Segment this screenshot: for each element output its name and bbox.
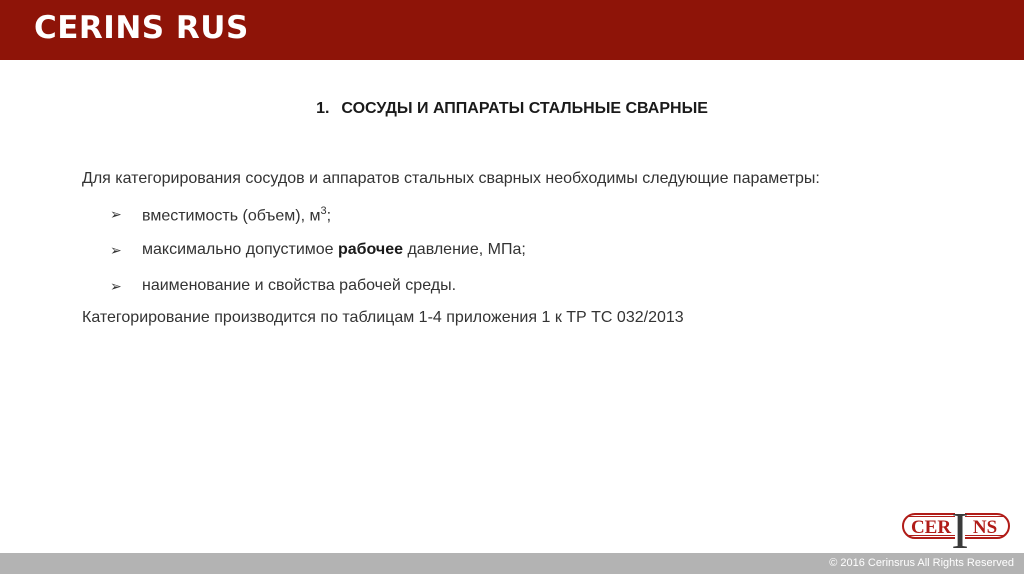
copyright-text: © 2016 Cerinsrus All Rights Reserved [829, 557, 1014, 569]
list-item-text: максимально допустимое рабочее давление, МПа; [142, 241, 526, 258]
arrow-bullet-icon: ➢ [110, 242, 122, 258]
section-title: СОСУДЫ И АППАРАТЫ СТАЛЬНЫЕ СВАРНЫЕ [341, 100, 708, 117]
arrow-bullet-icon: ➢ [110, 278, 122, 294]
svg-text:CER: CER [910, 517, 952, 538]
list-item-text: наименование и свойства рабочей среды. [142, 277, 457, 294]
section-number: 1. [316, 100, 330, 117]
header-title: CERINS RUS [34, 10, 249, 46]
arrow-bullet-icon: ➢ [110, 206, 122, 222]
cerins-logo [901, 500, 1013, 552]
footer-bar [0, 553, 1024, 574]
header-bar [0, 0, 1024, 60]
svg-text:NS: NS [972, 517, 998, 538]
svg-text:I: I [951, 503, 969, 552]
conclusion-text: Категорирование производится по таблицам 1-4 приложения 1 к ТР ТС 032/2013 [82, 309, 684, 326]
section-heading [0, 100, 1024, 118]
intro-text: Для категорирования сосудов и аппаратов стальных сварных необходимы следующие параметры: [82, 170, 820, 187]
list-item-text: вместимость (объем), $м^3$; [142, 205, 332, 225]
